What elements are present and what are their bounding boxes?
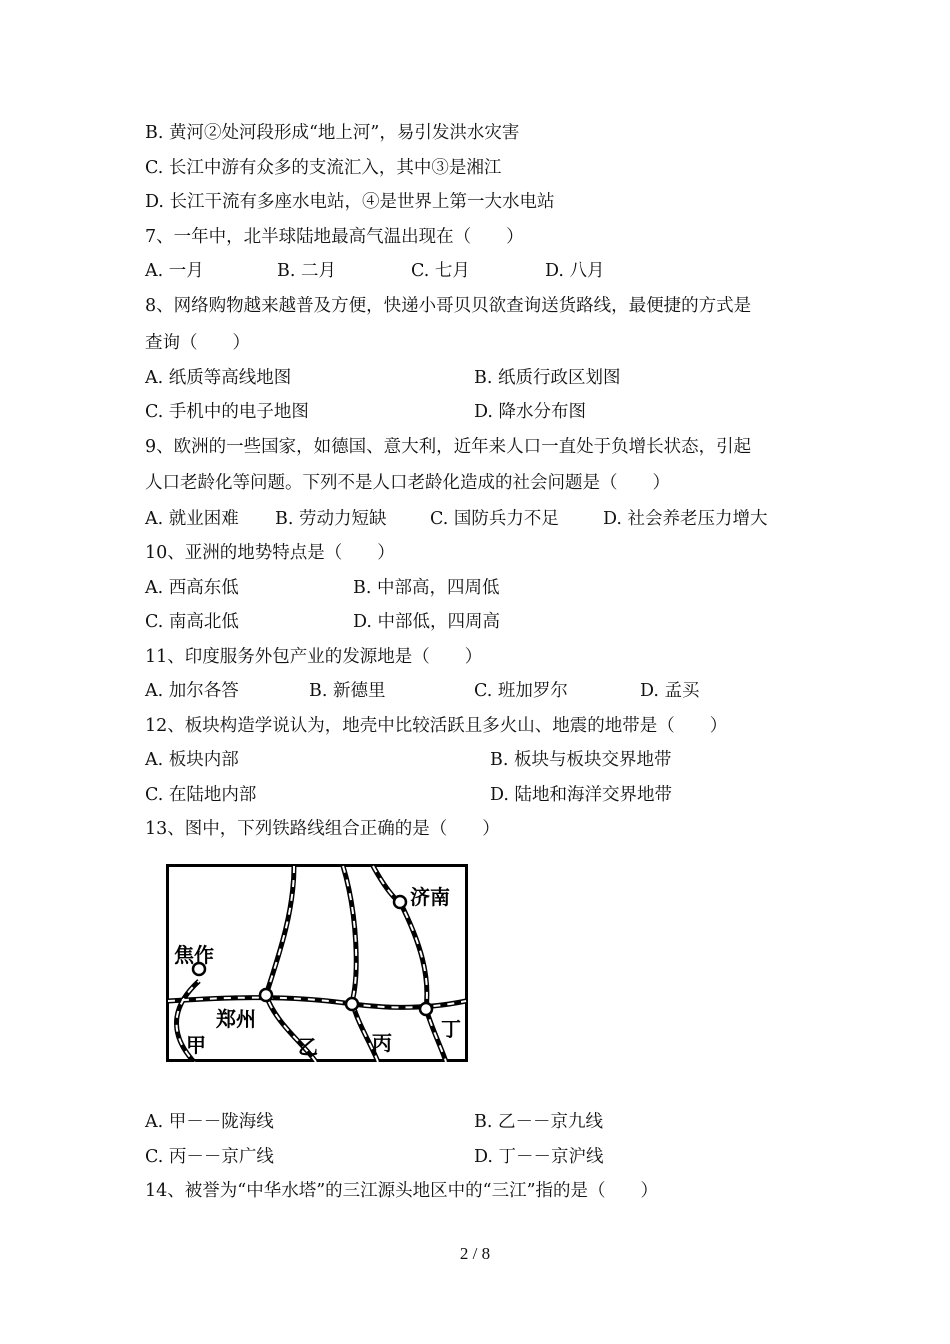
label-jinan: 济南 <box>410 885 450 909</box>
label-bing: 丙 <box>372 1031 392 1055</box>
city-zhengzhou-marker <box>260 989 272 1001</box>
q8-option-a: A. 纸质等高线地图 <box>145 368 292 388</box>
q7-option-b: B. 二月 <box>277 261 336 281</box>
q12-option-b: B. 板块与板块交界地带 <box>490 750 672 770</box>
q9-option-a: A. 就业困难 <box>145 509 239 529</box>
label-yi: 乙 <box>298 1035 318 1059</box>
q6-option-b: B. 黄河②处河段形成“地上河”，易引发洪水灾害 <box>145 123 520 143</box>
q9-stem-line1: 9、欧洲的一些国家，如德国、意大利，近年来人口一直处于负增长状态，引起 <box>145 437 752 457</box>
q7-stem: 7、一年中，北半球陆地最高气温出现在（ ） <box>145 227 524 247</box>
q7-option-c: C. 七月 <box>411 261 470 281</box>
junction-bing-marker <box>346 998 358 1010</box>
q9-stem-line2: 人口老龄化等问题。下列不是人口老龄化造成的社会问题是（ ） <box>145 473 670 493</box>
q9-option-d: D. 社会养老压力增大 <box>603 509 768 529</box>
q10-option-c: C. 南高北低 <box>145 612 239 632</box>
q8-option-b: B. 纸质行政区划图 <box>474 368 621 388</box>
q10-option-a: A. 西高东低 <box>145 578 239 598</box>
q10-stem: 10、亚洲的地势特点是（ ） <box>145 543 395 563</box>
q7-option-a: A. 一月 <box>145 261 204 281</box>
q14-stem: 14、被誉为“中华水塔”的三江源头地区中的“三江”指的是（ ） <box>145 1181 659 1201</box>
q8-option-d: D. 降水分布图 <box>474 402 587 422</box>
q13-option-b: B. 乙－－京九线 <box>474 1112 603 1132</box>
q7-option-d: D. 八月 <box>545 261 605 281</box>
q9-option-b: B. 劳动力短缺 <box>275 509 387 529</box>
q8-stem-line2: 查询（ ） <box>145 333 250 353</box>
q9-option-c: C. 国防兵力不足 <box>430 509 559 529</box>
q13-option-c: C. 丙－－京广线 <box>145 1147 274 1167</box>
q10-option-b: B. 中部高，四周低 <box>353 578 500 598</box>
q10-option-d: D. 中部低，四周高 <box>353 612 501 632</box>
railway-map <box>166 864 468 1062</box>
q11-option-d: D. 孟买 <box>640 681 700 701</box>
q12-option-d: D. 陆地和海洋交界地带 <box>490 785 673 805</box>
city-jinan-marker <box>394 896 406 908</box>
q12-option-a: A. 板块内部 <box>145 750 239 770</box>
q11-stem: 11、印度服务外包产业的发源地是（ ） <box>145 647 483 667</box>
q13-stem: 13、图中，下列铁路线组合正确的是（ ） <box>145 819 500 839</box>
q12-stem: 12、板块构造学说认为，地壳中比较活跃且多火山、地震的地带是（ ） <box>145 716 728 736</box>
q11-option-b: B. 新德里 <box>309 681 386 701</box>
page-number: 2 / 8 <box>459 1244 491 1263</box>
q6-option-c: C. 长江中游有众多的支流汇入，其中③是湘江 <box>145 158 502 178</box>
q11-option-c: C. 班加罗尔 <box>474 681 568 701</box>
label-zhengzhou: 郑州 <box>216 1007 256 1031</box>
q8-option-c: C. 手机中的电子地图 <box>145 402 309 422</box>
label-ding: 丁 <box>441 1017 461 1041</box>
q8-stem-line1: 8、网络购物越来越普及方便，快递小哥贝贝欲查询送货路线，最便捷的方式是 <box>145 296 752 316</box>
q13-option-d: D. 丁－－京沪线 <box>474 1147 604 1167</box>
q12-option-c: C. 在陆地内部 <box>145 785 257 805</box>
q11-option-a: A. 加尔各答 <box>145 681 239 701</box>
q13-option-a: A. 甲－－陇海线 <box>145 1112 274 1132</box>
q6-option-d: D. 长江干流有多座水电站，④是世界上第一大水电站 <box>145 192 555 212</box>
label-jia: 甲 <box>186 1033 206 1057</box>
junction-ding-marker <box>420 1003 432 1015</box>
label-jiaozuo: 焦作 <box>174 943 214 967</box>
